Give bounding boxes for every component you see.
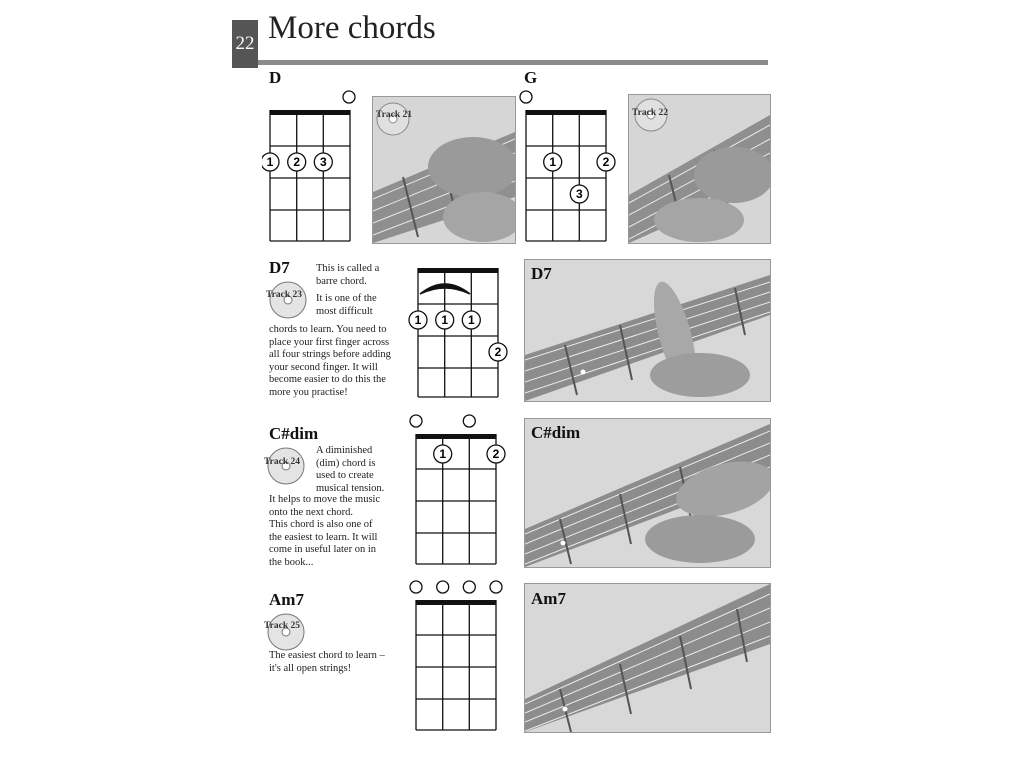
finger-label: 2 xyxy=(494,345,502,359)
photo-label-csdim: C#dim xyxy=(531,423,581,442)
chord-name-csdim: C#dim xyxy=(269,424,319,443)
page-number: 22 xyxy=(232,20,258,68)
finger-label: 1 xyxy=(414,313,422,327)
chord-diagram-am7 xyxy=(406,578,510,736)
track-label-am7: Track 25 xyxy=(264,621,300,631)
track-label-d: Track 21 xyxy=(376,110,412,120)
photo-label-d7: D7 xyxy=(531,264,552,283)
chord-diagram-d7 xyxy=(408,264,512,400)
finger-label: 2 xyxy=(492,447,500,461)
chord-description-csdim: A diminished (dim) chord is used to create musical tension. xyxy=(316,445,385,494)
chord-description-d7-cont: chords to learn. You need to place your first finger across all four strings before adding your second finger. It will become easier to do this the more you practise! xyxy=(269,324,391,398)
header-rule xyxy=(258,60,768,65)
cd-icon xyxy=(268,280,308,320)
finger-label: 2 xyxy=(293,155,301,169)
chord-name-am7: Am7 xyxy=(269,590,304,609)
chord-description-d7: This is called a barre chord. It is one of the most difficult xyxy=(316,263,380,317)
chord-diagram-csdim xyxy=(406,412,510,570)
chord-diagram-d xyxy=(262,88,366,246)
chord-name-d: D xyxy=(269,68,282,87)
finger-label: 1 xyxy=(439,447,447,461)
finger-label: 3 xyxy=(319,155,327,169)
chord-diagram-g xyxy=(516,88,620,246)
chord-description-csdim-cont: It helps to move the music onto the next chord. This chord is also one of the easiest to learn. It will come in useful later on in the book... xyxy=(269,494,381,568)
finger-label: 1 xyxy=(441,313,449,327)
photo-chord-d7 xyxy=(524,259,771,402)
track-label-d7: Track 23 xyxy=(266,290,302,300)
finger-label: 1 xyxy=(467,313,475,327)
finger-label: 1 xyxy=(549,155,557,169)
finger-label: 2 xyxy=(602,155,610,169)
finger-label: 3 xyxy=(575,187,583,201)
photo-label-am7: Am7 xyxy=(531,589,566,608)
cd-icon xyxy=(266,612,306,652)
finger-label: 1 xyxy=(266,155,274,169)
track-label-g: Track 22 xyxy=(632,108,668,118)
page-title: More chords xyxy=(268,10,436,46)
chord-description-am7: The easiest chord to learn – it's all open strings! xyxy=(269,650,385,674)
chord-name-d7: D7 xyxy=(269,258,290,277)
track-label-csdim: Track 24 xyxy=(264,457,300,467)
chord-name-g: G xyxy=(524,68,538,87)
